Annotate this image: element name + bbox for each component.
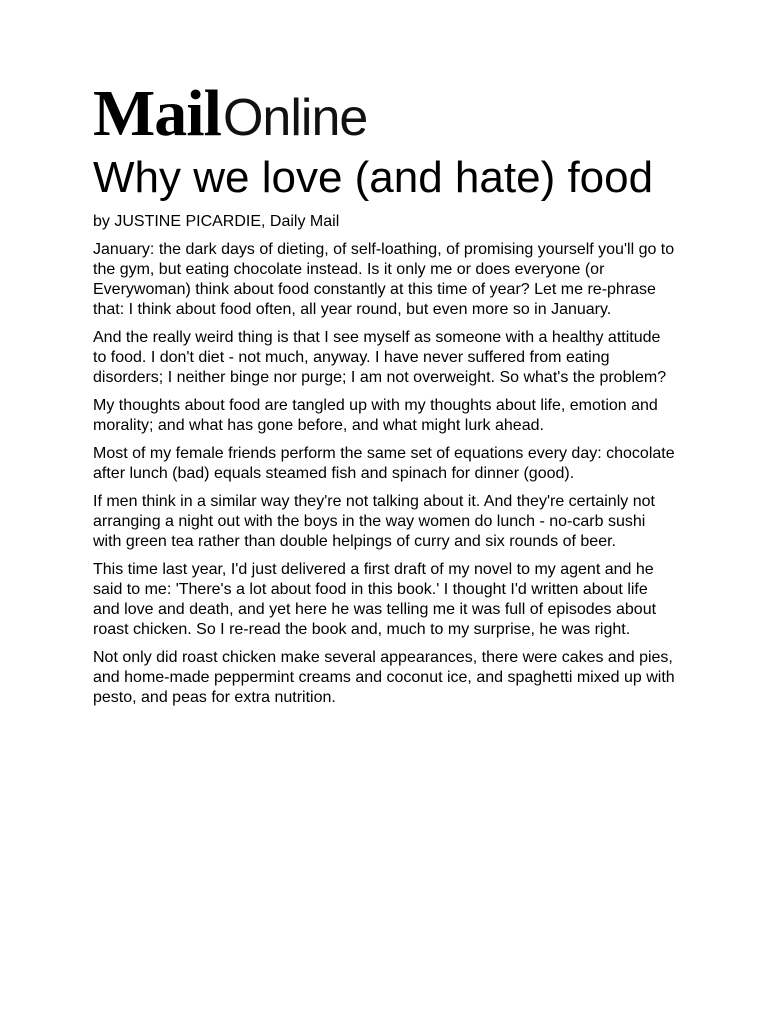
article-paragraph: Not only did roast chicken make several appearances, there were cakes and pies, and home-made peppermint creams and coconut ice, and spaghetti mixed up with pesto, and peas for extra nutrition. [93, 649, 675, 706]
logo-online-text: Online [222, 89, 368, 147]
article-byline: by JUSTINE PICARDIE, Daily Mail [93, 213, 340, 230]
article-paragraph: My thoughts about food are tangled up with my thoughts about life, emotion and morality; and what has gone before, and what might lurk ahead. [93, 397, 658, 434]
article-paragraph: If men think in a similar way they're not talking about it. And they're certainly not arranging a night out with the boys in the way women do lunch - no-carb sushi with green tea rather than double helpings of curry and six rounds of beer. [93, 493, 655, 550]
article-paragraph: This time last year, I'd just delivered a first draft of my novel to my agent and he said to me: 'There's a lot about food in this book.' I thought I'd written about life and love and death, and yet here he was telling me it was full of episodes about roast chicken. So I re-read the book and, much to my surprise, he was right. [93, 561, 657, 638]
article-paragraph: And the really weird thing is that I see myself as someone with a healthy attitude to food. I don't diet - not much, anyway. I have never suffered from eating disorders; I neither binge nor purge; I am not overweight. So what's the problem? [93, 329, 667, 386]
article-paragraph: Most of my female friends perform the same set of equations every day: chocolate after lunch (bad) equals steamed fish and spinach for dinner (good). [93, 445, 675, 482]
article-paragraph: January: the dark days of dieting, of self-loathing, of promising yourself you'll go to the gym, but eating chocolate instead. Is it only me or does everyone (or Everywoman) think about food constantly at this time of year? Let me re-phrase that: I think about food often, all year round, but even more so in January. [93, 241, 675, 318]
mailonline-logo [93, 77, 678, 150]
article-headline: Why we love (and hate) food [93, 153, 654, 202]
logo-mail-text: Mail [93, 77, 221, 150]
article-body [93, 240, 678, 708]
